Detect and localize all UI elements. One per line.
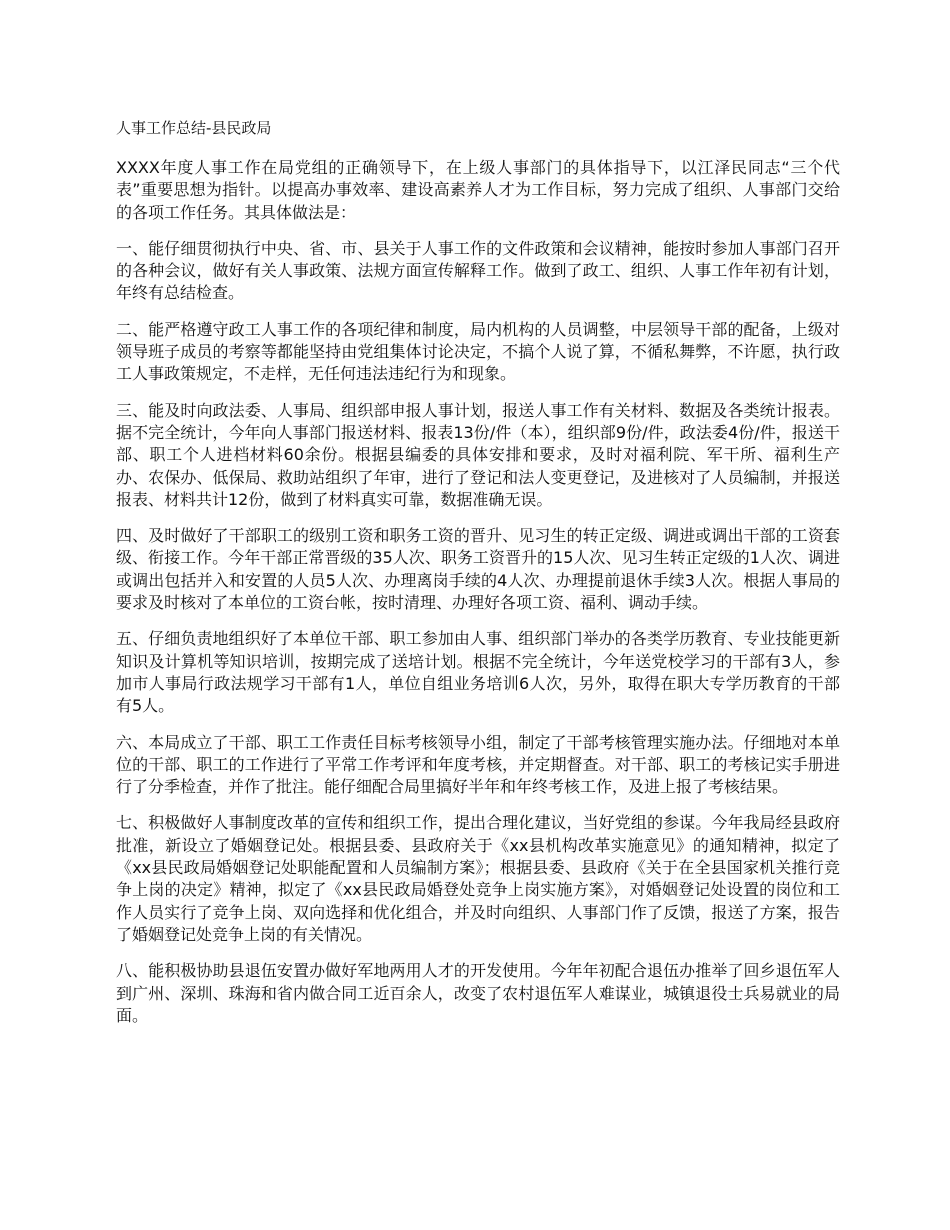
document-body — [116, 118, 840, 1041]
paragraph-1: 一、能仔细贯彻执行中央、省、市、县关于人事工作的文件政策和会议精神，能按时参加人事部门召开的各种会议，做好有关人事政策、法规方面宣传解释工作。做到了政工、组织、人事工作年初有计划，年终有总结检查。 — [116, 238, 840, 303]
paragraph-6: 六、本局成立了干部、职工工作责任目标考核领导小组，制定了干部考核管理实施办法。仔细地对本单位的干部、职工的工作进行了平常工作考评和年度考核，并定期督查。对干部、职工的考核记实手册进行了分季检查，并作了批注。能仔细配合局里搞好半年和年终考核工作，及进上报了考核结果。 — [116, 732, 840, 797]
paragraph-2: 二、能严格遵守政工人事工作的各项纪律和制度，局内机构的人员调整，中层领导干部的配备，上级对领导班子成员的考察等都能坚持由党组集体讨论决定，不搞个人说了算，不循私舞弊，不许愿，执行政工人事政策规定，不走样，无任何违法违纪行为和现象。 — [116, 319, 840, 384]
paragraph-intro: XXXX年度人事工作在局党组的正确领导下，在上级人事部门的具体指导下，以江泽民同志“三个代表”重要思想为指针。以提高办事效率、建设高素养人才为工作目标，努力完成了组织、人事部门交给的各项工作任务。其具体做法是： — [116, 158, 840, 222]
paragraph-3: 三、能及时向政法委、人事局、组织部申报人事计划，报送人事工作有关材料、数据及各类统计报表。据不完全统计，今年向人事部门报送材料、报表13份/件（本），组织部9份/件，政法委4份/件，报送干部、职工个人进档材料60余份。根据县编委的具体安排和要求，及时对福利院、军干所、福利生产办、农保办、低保局、救助站组织了年审，进行了登记和法人变更登记，及进核对了人员编制，并报送报表、材料共计12份，做到了材料真实可靠，数据准确无误。 — [116, 400, 840, 509]
paragraph-4: 四、及时做好了干部职工的级别工资和职务工资的晋升、见习生的转正定级、调进或调出干部的工资套级、衔接工作。今年干部正常晋级的35人次、职务工资晋升的15人次、见习生转正定级的1人次、调进或调出包括并入和安置的人员5人次、办理离岗手续的4人次、办理提前退休手续3人次。根据人事局的要求及时核对了本单位的工资台帐，按时清理、办理好各项工资、福利、调动手续。 — [116, 526, 840, 613]
paragraph-7: 七、积极做好人事制度改革的宣传和组织工作，提出合理化建议，当好党组的参谋。今年我局经县政府批准，新设立了婚姻登记处。根据县委、县政府关于《xx县机构改革实施意见》的通知精神，拟定了《xx县民政局婚姻登记处职能配置和人员编制方案》；根据县委、县政府《关于在全县国家机关推行竞争上岗的决定》精神，拟定了《xx县民政局婚登处竞争上岗实施方案》，对婚姻登记处设置的岗位和工作人员实行了竞争上岗、双向选择和优化组合，并及时向组织、人事部门作了反馈，报送了方案，报告了婚姻登记处竞争上岗的有关情况。 — [116, 813, 840, 944]
paragraph-5: 五、仔细负责地组织好了本单位干部、职工参加由人事、组织部门举办的各类学历教育、专业技能更新知识及计算机等知识培训，按期完成了送培计划。根据不完全统计，今年送党校学习的干部有3人，参加市人事局行政法规学习干部有1人，单位自组业务培训6人次，另外，取得在职大专学历教育的干部有5人。 — [116, 629, 840, 716]
paragraph-8: 八、能积极协助县退伍安置办做好军地两用人才的开发使用。今年年初配合退伍办推举了回乡退伍军人到广州、深圳、珠海和省内做合同工近百余人，改变了农村退伍军人难谋业，城镇退役士兵易就业的局面。 — [116, 961, 840, 1025]
document-title: 人事工作总结-县民政局 — [116, 119, 272, 137]
